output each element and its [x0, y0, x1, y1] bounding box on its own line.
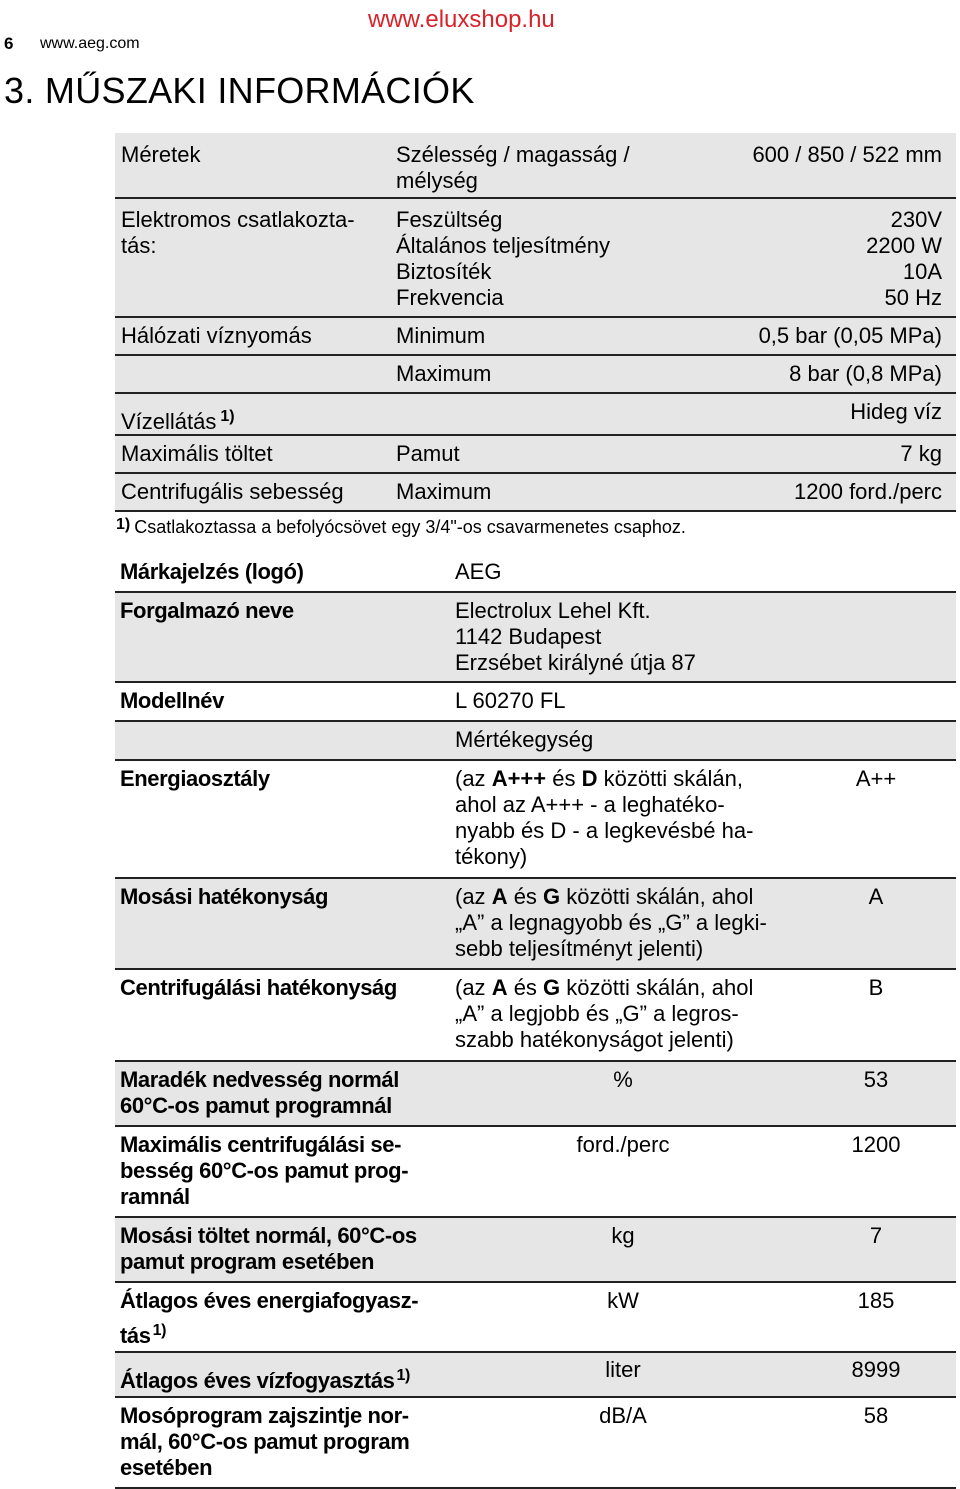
- label-line: tás: [120, 1323, 151, 1348]
- spec-value: 600 / 850 / 522 mm: [752, 142, 942, 167]
- desc-bold: G: [543, 975, 561, 1000]
- product-row-noise: [115, 1398, 956, 1489]
- footnote: [116, 517, 686, 538]
- label-line: ramnál: [120, 1184, 190, 1209]
- product-unit: kg: [611, 1223, 635, 1248]
- spec-table: [115, 133, 956, 512]
- product-label: [120, 1223, 417, 1275]
- spec-value: 230V: [890, 207, 942, 232]
- desc-bold: A: [491, 975, 508, 1000]
- product-row-wash-efficiency: [115, 879, 956, 970]
- spec-label: [121, 207, 355, 259]
- site-url[interactable]: www.aeg.com: [40, 35, 140, 52]
- product-row-max-spin: [115, 1127, 956, 1218]
- spec-row-pressure-min: [115, 318, 956, 356]
- product-value: 53: [863, 1067, 889, 1092]
- product-row-wash-load: [115, 1218, 956, 1283]
- shop-url[interactable]: www.eluxshop.hu: [368, 6, 555, 33]
- product-table: [115, 554, 956, 1489]
- product-label: Centrifugálási hatékonyság: [120, 975, 397, 1000]
- desc-bold: A+++: [491, 766, 547, 791]
- product-label: [120, 1288, 418, 1349]
- desc-text: (az: [455, 766, 492, 791]
- footnote-text: Csatlakoztassa a befolyócsövet egy 3/4"-os csavarmenetes csaphoz.: [134, 517, 686, 537]
- product-value: B: [868, 975, 884, 1000]
- footnote-mark: 1): [220, 408, 235, 425]
- spec-param: Minimum: [396, 323, 486, 348]
- product-desc: [455, 975, 753, 1053]
- spec-value: Hideg víz: [850, 399, 942, 424]
- product-value: A++: [855, 766, 897, 791]
- spec-label: Maximális töltet: [121, 441, 273, 466]
- desc-bold: A: [491, 884, 508, 909]
- page-number: 6: [4, 34, 14, 53]
- product-row-annual-energy: [115, 1283, 956, 1353]
- label-line: Mosási töltet normál, 60°C-os: [120, 1223, 417, 1248]
- label-line: Mosóprogram zajszintje nor-: [120, 1403, 409, 1428]
- label-line: mál, 60°C-os pamut program: [120, 1429, 410, 1454]
- address-line: 1142 Budapest: [455, 624, 602, 649]
- spec-value: 10A: [902, 259, 942, 284]
- spec-label: Méretek: [121, 142, 201, 167]
- desc-line: szabb hatékonyságot jelenti): [455, 1027, 734, 1052]
- spec-label: Hálózati víznyomás: [121, 323, 312, 348]
- label-line: esetében: [120, 1455, 213, 1480]
- spec-row-max-load: [115, 436, 956, 474]
- product-unit: dB/A: [599, 1403, 647, 1428]
- desc-text: és: [507, 884, 544, 909]
- footnote-mark: 1): [396, 1367, 410, 1384]
- product-label: Mosási hatékonyság: [120, 884, 328, 909]
- spec-value: 50 Hz: [884, 285, 942, 310]
- product-label: [120, 1132, 408, 1210]
- spec-label: Centrifugális sebesség: [121, 479, 344, 504]
- spec-row-pressure-max: [115, 356, 956, 394]
- spec-row-spin: [115, 474, 956, 512]
- product-value: 185: [857, 1288, 895, 1313]
- desc-text: és: [507, 975, 544, 1000]
- spec-param: Maximum: [396, 361, 492, 386]
- desc-text: közötti skálán, ahol: [560, 975, 754, 1000]
- label-line: Maximális centrifugálási se-: [120, 1132, 402, 1157]
- spec-value: 1200 ford./perc: [794, 479, 942, 504]
- product-label: [120, 1403, 409, 1481]
- label-line: pamut program esetében: [120, 1249, 375, 1274]
- product-label: Forgalmazó neve: [120, 598, 294, 623]
- product-row-annual-water: [115, 1353, 956, 1398]
- spec-value: 2200 W: [866, 233, 942, 258]
- product-value: 58: [863, 1403, 889, 1428]
- product-unit: kW: [607, 1288, 639, 1313]
- spec-param: Feszültség: [396, 207, 503, 232]
- label-text: Átlagos éves vízfogyasztás: [120, 1368, 395, 1393]
- product-row-energy-class: [115, 761, 956, 879]
- desc-text: közötti skálán,: [597, 766, 743, 791]
- section-title: 3. MŰSZAKI INFORMÁCIÓK: [4, 70, 475, 111]
- product-desc: [455, 884, 767, 962]
- desc-text: és: [546, 766, 582, 791]
- label-line: 60°C-os pamut programnál: [120, 1093, 392, 1118]
- product-label: Márkajelzés (logó): [120, 559, 304, 584]
- product-unit: ford./perc: [576, 1132, 670, 1157]
- desc-text: (az: [455, 884, 492, 909]
- spec-param: Frekvencia: [396, 285, 504, 310]
- product-unit: liter: [605, 1357, 641, 1382]
- product-label: [120, 1067, 399, 1119]
- product-label: Energiaosztály: [120, 766, 270, 791]
- product-row-spin-efficiency: [115, 970, 956, 1062]
- product-row-residual-moisture: [115, 1062, 956, 1127]
- product-value: 8999: [851, 1357, 901, 1382]
- product-row-distributor: [115, 593, 956, 683]
- desc-line: „A” a legnagyobb és „G” a legki-: [455, 910, 767, 935]
- product-label: [120, 1363, 410, 1394]
- desc-line: ahol az A+++ - a leghatéko-: [455, 792, 725, 817]
- spec-param: Pamut: [396, 441, 460, 466]
- spec-param: Általános teljesítmény: [396, 233, 610, 258]
- spec-param-line: mélység: [396, 168, 478, 193]
- product-value: AEG: [455, 559, 502, 584]
- label-line: Maradék nedvesség normál: [120, 1067, 399, 1092]
- spec-param: [396, 142, 630, 194]
- desc-text: (az: [455, 975, 492, 1000]
- spec-row-water-supply: [115, 394, 956, 436]
- spec-param-line: Szélesség / magasság /: [396, 142, 630, 167]
- address-line: Electrolux Lehel Kft.: [455, 598, 651, 623]
- desc-bold: D: [581, 766, 598, 791]
- spec-label-line: Elektromos csatlakozta-: [121, 207, 355, 232]
- address-line: Erzsébet királyné útja 87: [455, 650, 696, 675]
- product-desc: [455, 766, 753, 870]
- spec-label-line: tás:: [121, 233, 157, 258]
- footnote-mark: 1): [152, 1322, 167, 1339]
- spec-param: Maximum: [396, 479, 492, 504]
- product-label: Modellnév: [120, 688, 224, 713]
- spec-row-dimensions: [115, 133, 956, 199]
- product-value: L 60270 FL: [455, 688, 566, 713]
- spec-value: 7 kg: [900, 441, 942, 466]
- product-value: A: [868, 884, 884, 909]
- desc-text: közötti skálán, ahol: [560, 884, 754, 909]
- spec-label: [121, 404, 235, 435]
- desc-line: nyabb és D - a legkevésbé ha-: [455, 818, 754, 843]
- spec-param: Biztosíték: [396, 259, 492, 284]
- product-row-brand: [115, 554, 956, 593]
- desc-line: tékony): [455, 844, 528, 869]
- product-row-model: [115, 683, 956, 722]
- product-value: [455, 598, 696, 676]
- desc-bold: G: [543, 884, 561, 909]
- label-line: Átlagos éves energiafogyasz-: [120, 1288, 419, 1313]
- desc-line: „A” a legjobb és „G” a legros-: [455, 1001, 739, 1026]
- spec-value: 8 bar (0,8 MPa): [789, 361, 942, 386]
- desc-line: sebb teljesítményt jelenti): [455, 936, 704, 961]
- spec-value: 0,5 bar (0,05 MPa): [758, 323, 942, 348]
- spec-param-list: [396, 207, 610, 311]
- spec-value-list: [866, 207, 942, 311]
- footnote-mark: 1): [116, 516, 131, 533]
- product-value: 7: [869, 1223, 883, 1248]
- unit-header: Mértékegység: [455, 727, 594, 752]
- product-unit: %: [613, 1067, 633, 1092]
- product-value: 1200: [851, 1132, 901, 1157]
- spec-label-text: Vízellátás: [121, 409, 217, 434]
- product-row-unit-header: [115, 722, 956, 761]
- label-line: besség 60°C-os pamut prog-: [120, 1158, 409, 1183]
- spec-row-electrical: [115, 199, 956, 318]
